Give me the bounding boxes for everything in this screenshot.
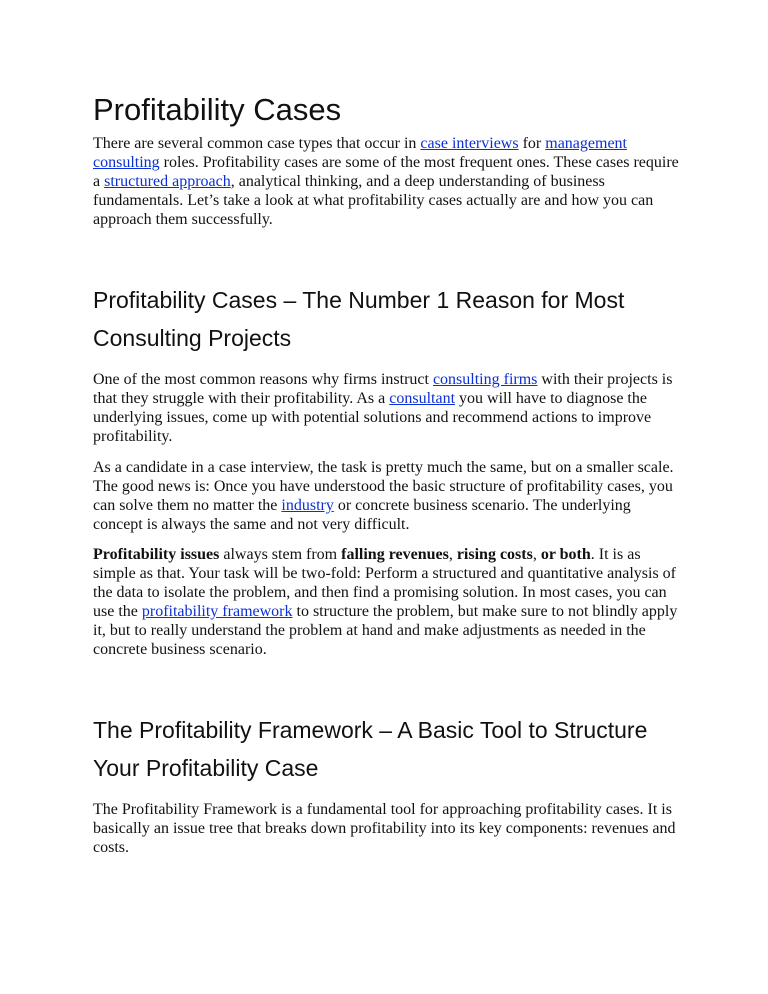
intro-text-4: , analytical thinking, and a deep understanding of business fundamentals. Let’s take a look at what profitability cases actually are and how you can approach them successfully. [93,173,654,228]
section2-paragraph-1: The Profitability Framework is a fundamental tool for approaching profitability cases. It is basically an issue tree that breaks down profitability into its key components: revenues and costs. [93,801,676,856]
industry-link[interactable]: industry [281,497,334,514]
section1-paragraph-2 [93,458,681,534]
s1p3-text-3: , [532,546,541,563]
section-heading-profitability-framework: The Profitability Framework – A Basic Tool to Structure Your Profitability Case [93,717,648,781]
s1p3-text-5: to structure the problem, but make sure to not blindly apply it, but to really understand the problem at hand and make adjustments as needed in the concrete business scenario. [93,603,678,658]
s1p2-text-2: or concrete business scenario. The underlying concept is always the same and not very difficult. [93,497,631,533]
s1p3-text-1: always stem from [219,546,342,563]
s1p1-text-3: you will have to diagnose the underlying issues, come up with potential solutions and recommend actions to improve profitability. [93,390,652,445]
intro-paragraph [93,134,681,229]
section-heading-consulting-projects: Profitability Cases – The Number 1 Reason for Most Consulting Projects [93,287,625,351]
s1p1-text-2: with their projects is that they struggle with their profitability. As a [93,371,673,407]
consultant-link[interactable]: consultant [389,390,456,407]
case-interviews-link[interactable]: case interviews [420,135,519,152]
bold-falling-revenues: falling revenues [341,546,449,563]
bold-rising-costs: rising costs [456,546,533,563]
consulting-firms-link[interactable]: consulting firms [432,371,538,388]
s1p3-text-2: , [448,546,457,563]
bold-or-both: or both [540,546,591,563]
section1-paragraph-3 [93,545,681,659]
s1p1-text-1: One of the most common reasons why firms instruct [93,371,433,388]
intro-text-1: There are several common case types that occur in [93,135,421,152]
page-title: Profitability Cases [93,92,342,127]
intro-text-3: roles. Profitability cases are some of the most frequent ones. These cases require a [93,154,679,190]
s1p2-text-1: As a candidate in a case interview, the task is pretty much the same, but on a smaller scale. The good news is: Once you have understood the basic structure of profitability cases, you can solve them no matter the [93,459,674,514]
structured-approach-link[interactable]: structured approach [104,173,231,190]
management-consulting-link[interactable]: management consulting [93,135,627,171]
intro-text-2: for [518,135,546,152]
bold-profitability-issues: Profitability issues [93,546,220,563]
section1-paragraph-1 [93,370,681,446]
profitability-framework-link[interactable]: profitability framework [141,603,293,620]
s1p3-text-4: . It is as simple as that. Your task will be two-fold: Perform a structured and quantitative analysis of the data to isolate the problem, and then find a promising solution. In most cases, you can use the [93,546,676,620]
